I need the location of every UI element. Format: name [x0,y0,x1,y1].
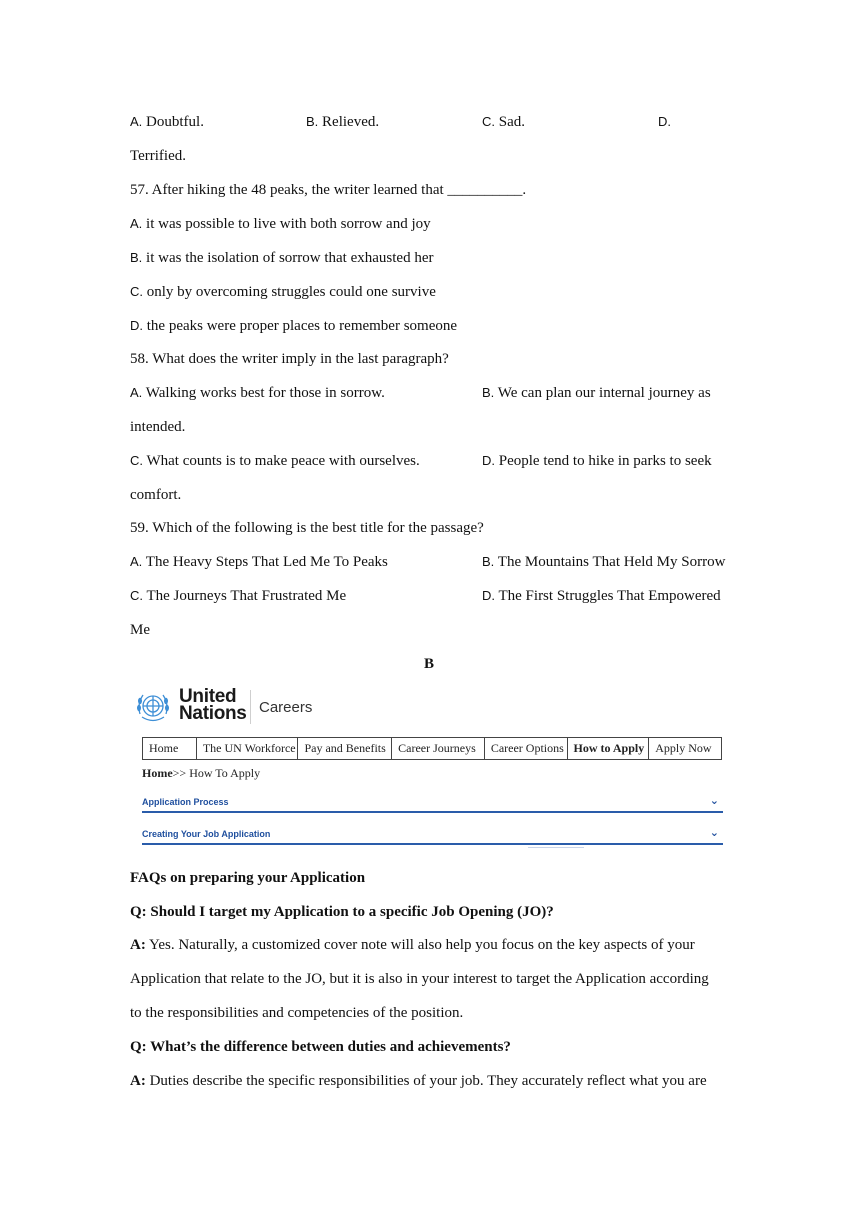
q59-question: 59. Which of the following is the best title for the passage? [130,520,484,536]
q57-option-a: A. it was possible to live with both sorrow and joy [130,216,431,232]
q58-option-a: A. Walking works best for those in sorrow. [130,385,385,401]
q59-option-d: D. The First Struggles That Empowered [482,588,721,604]
faq-answer-1-line2: Application that relate to the JO, but it is also in your interest to target the Application according [130,971,709,987]
q56-option-d-letter: D. [658,114,671,129]
q57-option-b: B. it was the isolation of sorrow that exhausted her [130,250,434,266]
chevron-down-icon: ⌄ [709,827,719,839]
q58-option-c: C. What counts is to make peace with ourselves. [130,453,420,469]
divider [528,847,584,848]
q57-option-c: C. only by overcoming struggles could one survive [130,284,436,300]
q59-option-d-cont: Me [130,622,150,638]
q58-question: 58. What does the writer imply in the last paragraph? [130,351,449,367]
nav-career-journeys[interactable]: Career Journeys [392,738,485,759]
faq-heading: FAQs on preparing your Application [130,870,366,886]
logo-divider [250,690,251,724]
q59-option-a: A. The Heavy Steps That Led Me To Peaks [130,554,388,570]
q56-option-c: C. Sad. [482,114,525,130]
faq-question-2: Q: What’s the difference between duties and achievements? [130,1039,511,1055]
un-emblem-icon [133,686,173,726]
q57-question: 57. After hiking the 48 peaks, the writer learned that __________. [130,182,527,198]
nav-career-options[interactable]: Career Options [485,738,568,759]
accordion-creating-job-application[interactable]: Creating Your Job Application ⌄ [142,827,723,845]
main-nav [142,737,722,760]
breadcrumb: Home>> How To Apply [142,766,261,780]
q58-option-b-cont: intended. [130,419,186,435]
section-label: B [424,656,435,672]
nav-pay-benefits[interactable]: Pay and Benefits [298,738,392,759]
q59-option-b: B. The Mountains That Held My Sorrow [482,554,726,570]
breadcrumb-home[interactable]: Home [142,766,173,780]
faq-answer-1-line3: to the responsibilities and competencies of the position. [130,1005,464,1021]
faq-question-1: Q: Should I target my Application to a specific Job Opening (JO)? [130,904,554,920]
nav-apply-now[interactable]: Apply Now [655,741,712,755]
q58-option-b: B. We can plan our internal journey as [482,385,711,401]
q56-option-d-text: Terrified. [130,148,187,164]
faq-answer-1-line1: A: Yes. Naturally, a customized cover note will also help you focus on the key aspects of your [130,937,695,953]
q58-option-d: D. People tend to hike in parks to seek [482,453,712,469]
nav-un-workforce[interactable]: The UN Workforce [197,738,299,759]
un-logo-text[interactable]: United Nations [179,686,247,724]
q56-option-a: A. Doubtful. [130,114,204,130]
nav-home[interactable]: Home [143,738,197,759]
q59-option-c: C. The Journeys That Frustrated Me [130,588,347,604]
q57-option-d: D. the peaks were proper places to remember someone [130,318,458,334]
careers-label: Careers [259,699,313,716]
chevron-down-icon: ⌄ [709,795,719,807]
q56-option-b: B. Relieved. [306,114,380,130]
nav-how-to-apply[interactable]: How to Apply [568,738,650,759]
faq-answer-2-line1: A: Duties describe the specific responsibilities of your job. They accurately reflect what you are [130,1073,707,1089]
q58-option-d-cont: comfort. [130,487,182,503]
accordion-application-process[interactable]: Application Process ⌄ [142,795,723,813]
